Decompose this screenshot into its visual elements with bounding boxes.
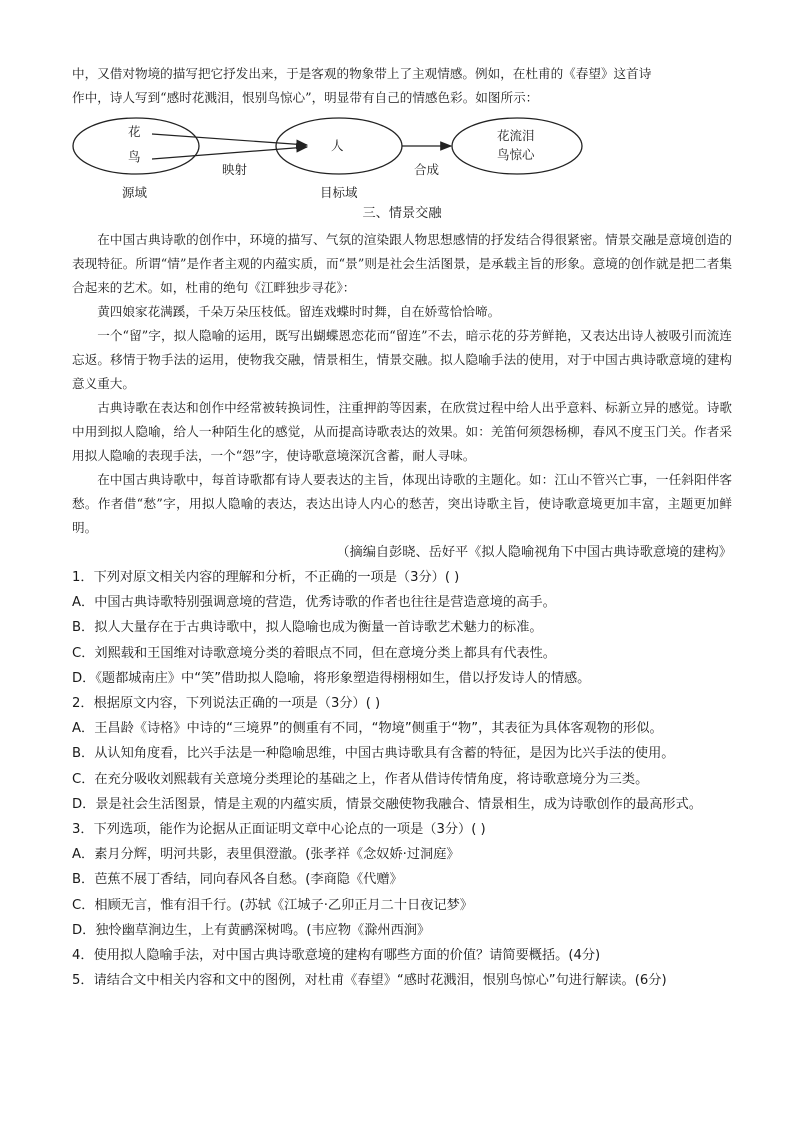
question-3-stem: 3．下列选项，能作为论据从正面证明文章中心论点的一项是（3分）( )	[72, 822, 486, 838]
section-title: 三、情景交融	[362, 206, 442, 221]
question-2-option-c: C．在充分吸收刘熙载有关意境分类理论的基础之上，作者从借诗传情角度，将诗歌意境分为三类。	[72, 771, 649, 787]
intro-line-1: 中，又借对物境的描写把它抒发出来，于是客观的物象带上了主观情感。例如，在杜甫的《春望》这首诗	[72, 66, 652, 81]
question-1-stem: 1．下列对原文相关内容的理解和分析，不正确的一项是（3分）( )	[72, 570, 460, 585]
result-label-line2: 鸟惊心	[497, 147, 535, 162]
question-3-option-a: A．素月分辉，明河共影，表里俱澄澈。(张孝祥《念奴娇·过洞庭》	[72, 847, 460, 863]
question-1-option-b: B．拟人大量存在于古典诗歌中，拟人隐喻也成为衡量一首诗歌艺术魅力的标准。	[72, 620, 543, 636]
mapping-arrow-lower	[152, 147, 307, 159]
result-label-line1: 花流泪	[497, 128, 535, 143]
poem-line: 黄四娘家花满蹊，千朵万朵压枝低。留连戏蝶时时舞，自在娇莺恰恰啼。	[97, 304, 501, 319]
question-2-option-b: B．从认知角度看，比兴手法是一种隐喻思维，中国古典诗歌具有含蓄的特征，是因为比兴手法的使用。	[72, 746, 675, 762]
question-2-option-d: D．景是社会生活图景，情是主观的内蕴实质，情景交融使物我融合、情景相生，成为诗歌创作的最高形式。	[72, 796, 702, 812]
paragraph-2: 一个“留”字，拟人隐喻的运用，既写出蝴蝶恩恋花而“留连”不去，暗示花的芬芳鲜艳，又表达出诗人被吸引而流连忘返。移情于物手法的运用，使物我交融，情景相生，情景交融。拟人隐喻手法的使用，对于中国古典诗歌意境的建构意义重大。	[72, 328, 732, 391]
question-list	[72, 565, 732, 993]
question-5: 5．请结合文中相关内容和文中的图例，对杜甫《春望》“感时花溅泪，恨别鸟惊心”句进行解读。(6分)	[72, 973, 667, 989]
mapping-label: 映射	[222, 162, 248, 177]
paragraph-3: 古典诗歌在表达和创作中经常被转换词性，注重押韵等因素，在欣赏过程中给人出乎意料、标新立异的感觉。诗歌中用到拟人隐喻，给人一种陌生化的感觉，从而提高诗歌表达的效果。如：羌笛何须怨杨柳，春风不度玉门关。作者采用拟人隐喻的表现手法，一个“怨”字，使诗歌意境深沉含蓄，耐人寻味。	[72, 400, 732, 463]
source-label-bird: 鸟	[128, 149, 141, 164]
target-label-person: 人	[331, 138, 344, 153]
question-1-option-c: C．刘熙载和王国维对诗歌意境分类的着眼点不同，但在意境分类上都具有代表性。	[72, 645, 556, 661]
question-1-option-d: D．《题都城南庄》中“笑”借助拟人隐喻，将形象塑造得栩栩如生，借以抒发诗人的情感。	[72, 670, 591, 686]
question-4: 4．使用拟人隐喻手法，对中国古典诗歌意境的建构有哪些方面的价值？请简要概括。(4分)	[72, 948, 601, 964]
blend-label: 合成	[414, 162, 440, 177]
question-3-option-b: B．芭蕉不展丁香结，同向春风各自愁。(李商隐《代赠》	[72, 872, 403, 888]
question-2-option-a: A．王昌龄《诗格》中诗的“三境界”的侧重有不同，“物境”侧重于“物”，其表征为具体客观物的形似。	[72, 721, 663, 737]
source-note: （摘编自彭晓、岳好平《拟人隐喻视角下中国古典诗歌意境的建构》	[336, 545, 732, 560]
paragraph-1: 在中国古典诗歌的创作中，环境的描写、气氛的渲染跟人物思想感情的抒发结合得很紧密。情景交融是意境创造的表现特征。所谓“情”是作者主观的内蕴实质，而“景”则是社会生活图景，是承载主旨的形象。意境的创作就是把二者集合起来的艺术。如，杜甫的绝句《江畔独步寻花》：	[72, 232, 732, 295]
paragraph-4: 在中国古典诗歌中，每首诗歌都有诗人要表达的主旨，体现出诗歌的主题化。如：江山不管兴亡事，一任斜阳伴客愁。作者借“愁”字，用拟人隐喻的表达，表达出诗人内心的愁苦，突出诗歌主旨，使诗歌意境更加丰富，主题更加鲜明。	[72, 472, 732, 535]
intro-line-2: 作中，诗人写到“感时花溅泪，恨别鸟惊心”，明显带有自己的情感色彩。如图所示：	[72, 90, 539, 105]
question-3-option-d: D．独怜幽草涧边生，上有黄鹂深树鸣。(韦应物《滁州西涧》	[72, 922, 431, 938]
question-3-option-c: C．相顾无言，惟有泪千行。(苏轼《江城子·乙卯正月二十日夜记梦》	[72, 897, 473, 913]
source-label-flower: 花	[128, 124, 141, 139]
document-page	[72, 62, 732, 993]
source-domain-caption: 源域	[122, 185, 148, 200]
metaphor-mapping-diagram	[72, 114, 632, 202]
question-2-stem: 2．根据原文内容，下列说法正确的一项是（3分）( )	[72, 696, 381, 712]
target-domain-caption: 目标域	[320, 185, 358, 200]
question-1-option-a: A．中国古典诗歌特别强调意境的营造，优秀诗歌的作者也往往是营造意境的高手。	[72, 595, 556, 611]
mapping-arrow-upper	[152, 134, 307, 145]
